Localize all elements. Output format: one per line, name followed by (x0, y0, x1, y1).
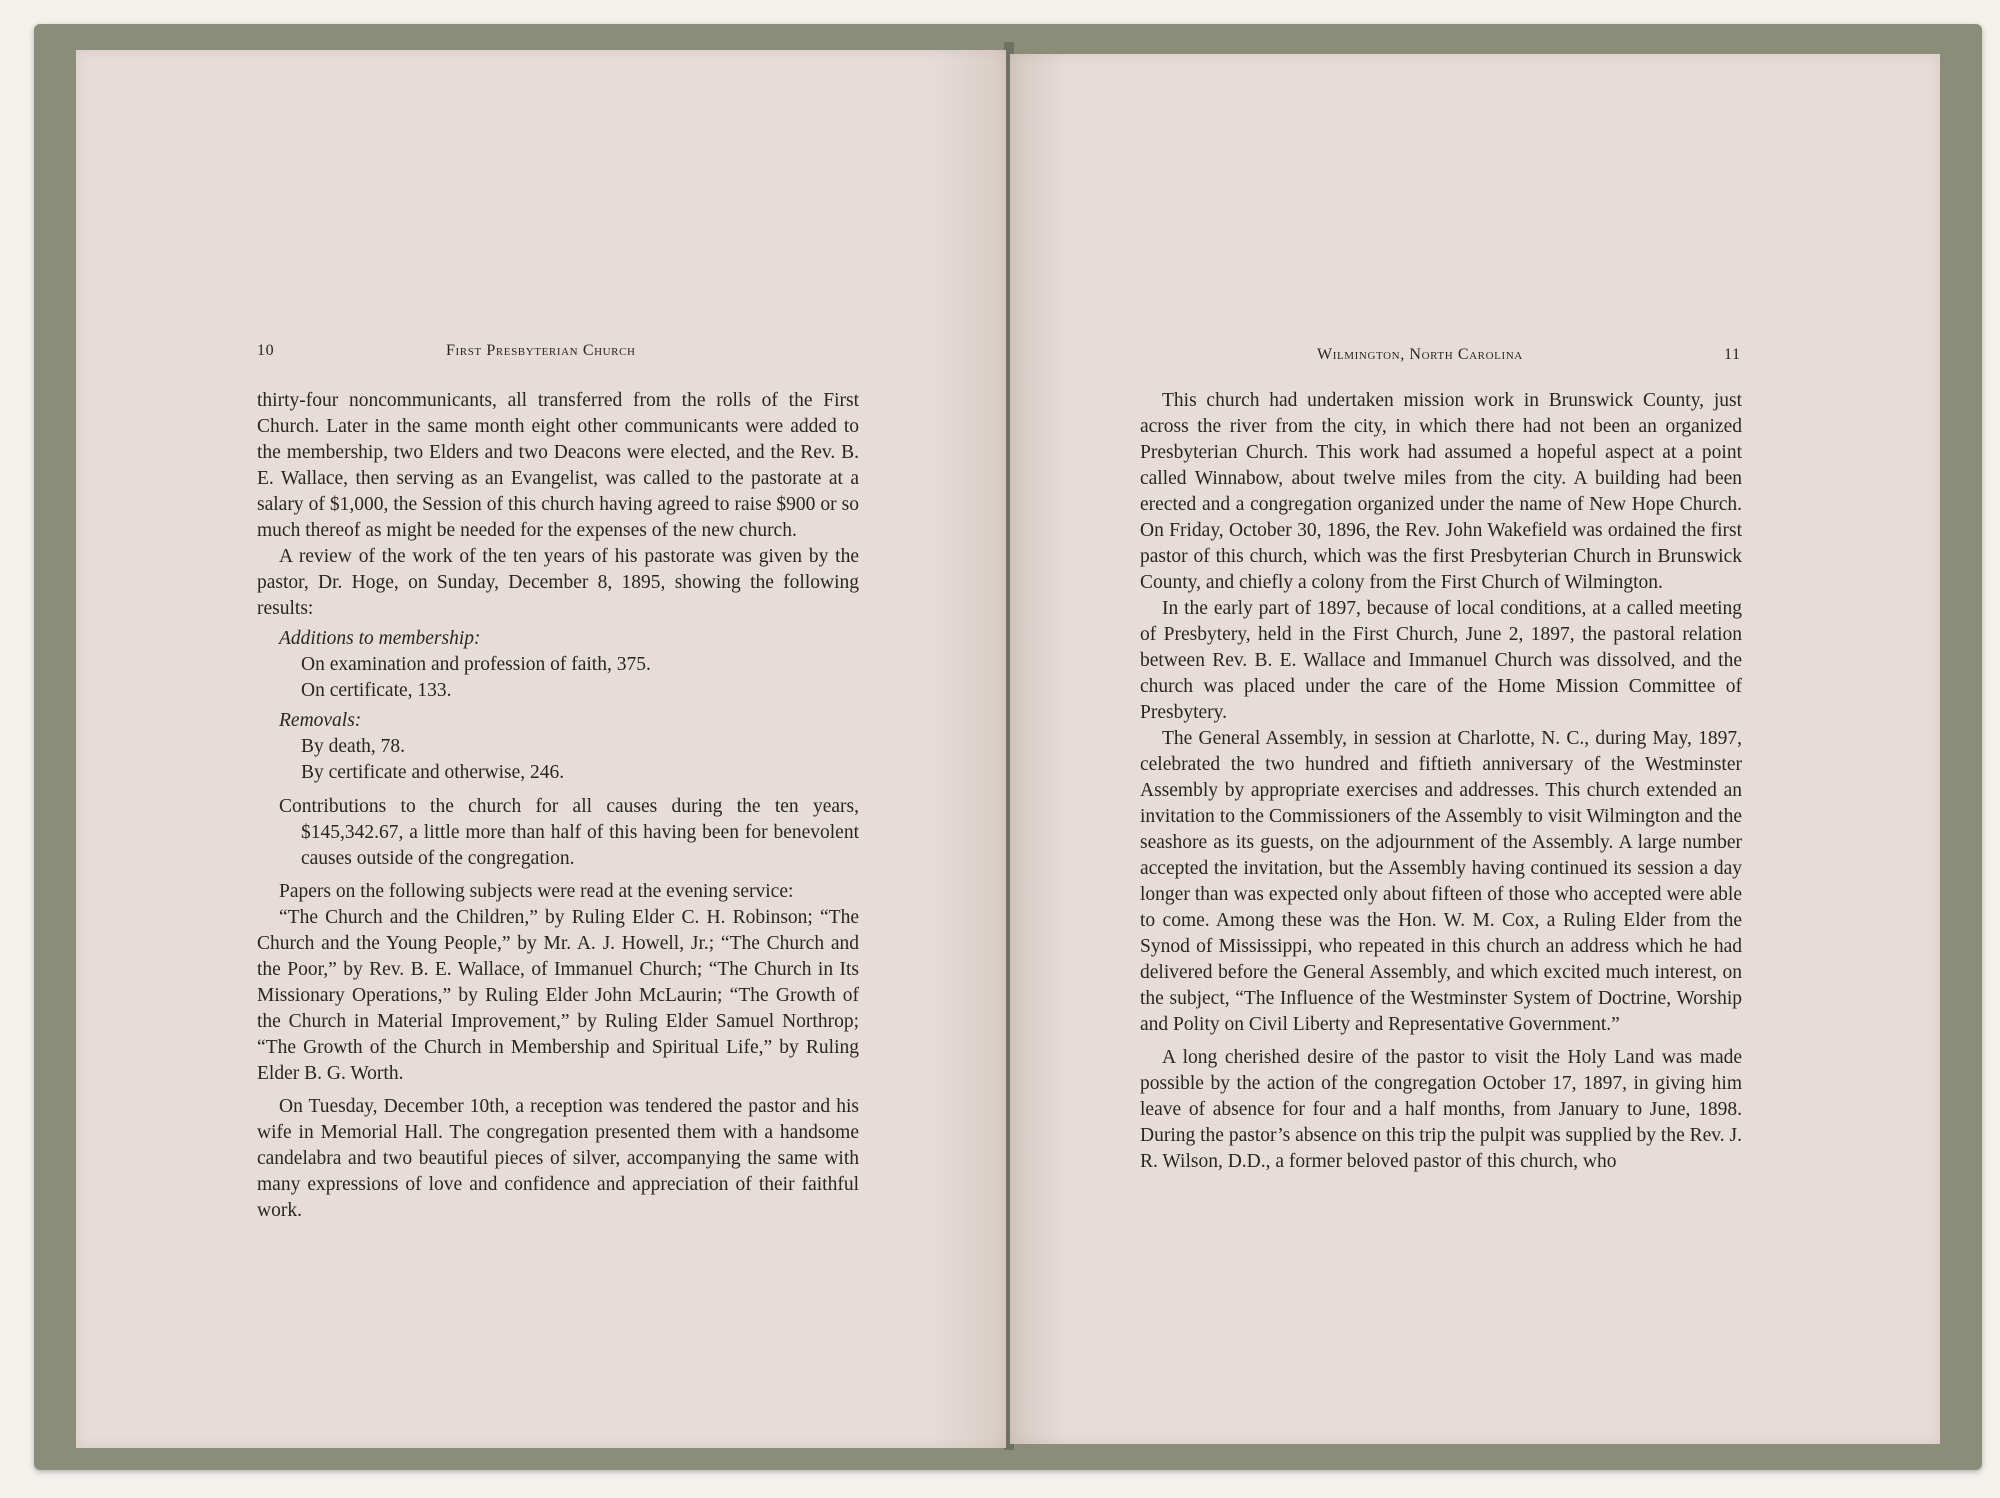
right-page (1010, 54, 1940, 1444)
left-running-head: First Presbyterian Church (446, 342, 636, 359)
left-text-block (257, 388, 859, 1224)
right-page-number: 11 (1724, 346, 1741, 363)
left-page (76, 50, 1006, 1448)
additions-item-2: On certificate, 133. (301, 680, 452, 701)
left-paragraph-4: “The Church and the Children,” by Ruling Elder C. H. Robinson; “The Church and the Young People,” by Mr. A. J. Howell, Jr.; “The Church and the Poor,” by Rev. B. E. Wallace, of Immanuel Church; “The Church in Its Missionary Operations,” by Ruling Elder John McLaurin; “The Growth of the Church in Material Improvement,” by Ruling Elder Samuel Northrop; “The Growth of the Church in Membership and Spiritual Life,” by Ruling Elder B. G. Worth. (257, 907, 859, 1084)
removals-item-2: By certificate and otherwise, 246. (301, 762, 565, 783)
contributions-paragraph: Contributions to the church for all causes during the ten years, $145,342.67, a little more than half of this having been for benevolent causes outside of the congregation. (279, 796, 859, 869)
left-paragraph-1: thirty-four noncommunicants, all transferred from the rolls of the First Church. Later in the same month eight other communicants were added to the membership, two Elders and two Deacons were elected, and the Rev. B. E. Wallace, then serving as an Evangelist, was called to the pastorate at a salary of $1,000, the Session of this church having agreed to raise $900 or so much thereof as might be needed for the expenses of the new church. (257, 390, 859, 541)
left-paragraph-2: A review of the work of the ten years of his pastorate was given by the pastor, Dr. Hoge, on Sunday, December 8, 1895, showing the following results: (257, 546, 859, 619)
right-running-head: Wilmington, North Carolina (1317, 346, 1523, 363)
left-paragraph-3: Papers on the following subjects were read at the evening service: (279, 881, 794, 902)
additions-heading: Additions to membership: (279, 628, 481, 649)
right-text-block (1140, 388, 1742, 1175)
additions-item-1: On examination and profession of faith, 375. (301, 654, 651, 675)
right-paragraph-3: The General Assembly, in session at Charlotte, N. C., during May, 1897, celebrated the two hundred and fiftieth anniversary of the Westminster Assembly by appropriate exercises and addresses. This church extended an invitation to the Commissioners of the Assembly to visit Wilmington and the seashore as its guests, on the adjournment of the Assembly. A large number accepted the invitation, but the Assembly having continued its session a day longer than was expected only about fifteen of those who accepted were able to come. Among these was the Hon. W. M. Cox, a Ruling Elder from the Synod of Mississippi, who repeated in this church an address which he had delivered before the General Assembly, and which excited much interest, on the subject, “The Influence of the Westminster System of Doctrine, Worship and Polity on Civil Liberty and Representative Government.” (1140, 728, 1742, 1035)
removals-heading: Removals: (279, 710, 362, 731)
left-page-number: 10 (257, 342, 275, 359)
right-paragraph-4: A long cherished desire of the pastor to visit the Holy Land was made possible by the action of the congregation October 17, 1897, in giving him leave of absence for four and a half months, from January to June, 1898. During the pastor’s absence on this trip the pulpit was supplied by the Rev. J. R. Wilson, D.D., a former beloved pastor of this church, who (1140, 1047, 1742, 1172)
right-paragraph-2: In the early part of 1897, because of local conditions, at a called meeting of Presbytery, held in the First Church, June 2, 1897, the pastoral relation between Rev. B. E. Wallace and Immanuel Church was dissolved, and the church was placed under the care of the Home Mission Committee of Presbytery. (1140, 598, 1742, 723)
left-paragraph-5: On Tuesday, December 10th, a reception was tendered the pastor and his wife in Memorial Hall. The congregation presented them with a handsome candelabra and two beautiful pieces of silver, accompanying the same with many expressions of love and confidence and appreciation of their faithful work. (257, 1096, 859, 1221)
removals-item-1: By death, 78. (301, 736, 405, 757)
right-paragraph-1: This church had undertaken mission work in Brunswick County, just across the river from the city, in which there had not been an organized Presbyterian Church. This work had assumed a hopeful aspect at a point called Winnabow, about twelve miles from the city. A building had been erected and a congregation organized under the name of New Hope Church. On Friday, October 30, 1896, the Rev. John Wakefield was ordained the first pastor of this church, which was the first Presbyterian Church in Brunswick County, and chiefly a colony from the First Church of Wilmington. (1140, 390, 1742, 593)
